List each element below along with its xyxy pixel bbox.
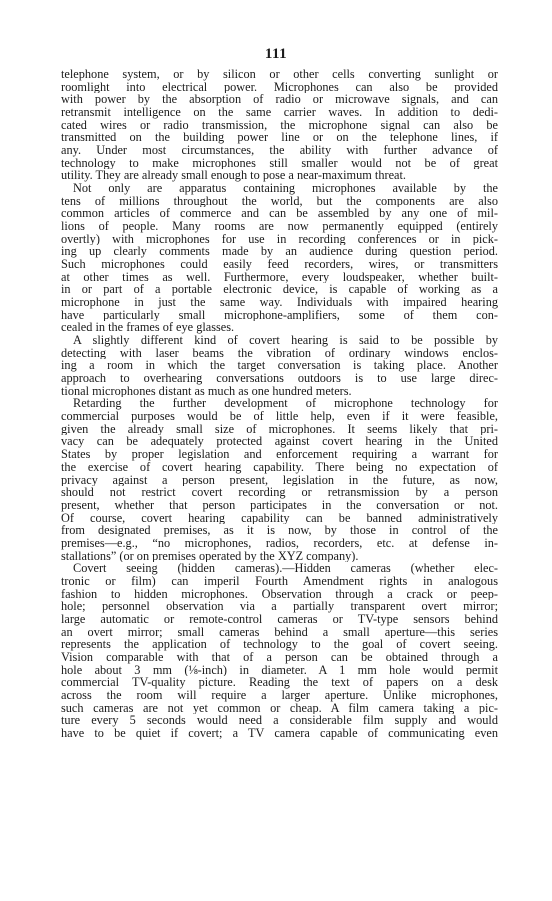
text-line: tronic or film) can imperil Fourth Amendment rights in analogous [61,574,498,588]
text-line: with power by the absorption of radio or microwave signals, and can [61,93,498,107]
text-line: Retarding the further development of microphone technology for [73,397,498,411]
text-line: telephone system, or by silicon or other cells converting sunlight or [61,68,498,81]
page-number: 111 [264,46,288,62]
text-line: tional microphones distant as much as one hundred meters. [61,384,352,398]
text-line: approach to overhearing conversations outdoors is to use large direc- [61,372,498,385]
text-line: the exercise of covert hearing capability. There being no expectation of [61,460,498,474]
text-line: any. Under most circumstances, the ability with further advance of [61,144,498,157]
text-line: vacy can be adequately protected against covert hearing in the United [61,435,498,449]
text-line: hole; personnel observation via a partially transparent overt mirror; [61,600,498,613]
text-line: overtly) with microphones for use in recording conferences or in pick- [61,232,498,246]
text-line: commercial purposes would be of little help, even if it were feasible, [61,410,498,423]
text-line: an overt mirror; small cameras behind a small aperture—this series [61,625,498,639]
text-line: hole about 3 mm (⅛-inch) in diameter. A 1 mm hole would permit [61,663,498,677]
text-line: present, whether that person participates in the conversation or not. [61,498,498,512]
text-line: ing a room in which the target conversation is taking place. Another [61,359,498,373]
text-line: microphone in just the same way. Individuals with impaired hearing [61,296,498,309]
text-line: utility. They are already small enough to pose a near-maximum threat. [61,169,406,183]
text-line: Such microphones could easily feed recorders, wires, or transmitters [61,258,498,271]
text-line: technology to make microphones still smaller would not be of great [61,156,498,170]
text-line: across the room will require a larger aperture. Unlike microphones, [61,688,498,702]
text-line: at other times as well. Furthermore, every loudspeaker, whether built- [61,270,498,284]
text-line: ture every 5 seconds would need a considerable film supply and would [61,714,498,727]
text-line: Not only are apparatus containing microphones available by the [73,182,498,195]
text-line: cated wires or radio transmission, the microphone signal can also be [61,118,498,132]
text-line: stallations” (or on premises operated by the XYZ company). [61,549,359,563]
text-line: retransmit intelligence on the same carrier waves. In addition to dedi- [61,106,498,119]
text-line: have particularly small microphone-amplifiers, some of them con- [61,308,498,322]
text-line: given the already small size of microphones. It seems likely that pri- [61,422,498,436]
text-line: ing up clearly comments made by an audience during question period. [61,245,498,259]
body-text [61,68,498,740]
text-line: roomlight into electrical power. Microphones can also be provided [61,80,498,94]
text-line: Covert seeing (hidden cameras).—Hidden cameras (whether elec- [73,562,498,575]
text-line: transmitted on the building power line or on the telephone lines, if [61,131,498,145]
text-line: fashion to hidden microphones. Observation through a crack or peep- [61,587,498,601]
text-line: such cameras are not yet common or cheap. A film camera taking a pic- [61,701,498,715]
text-line: in or part of a portable electronic device, is capable of working as a [61,283,498,297]
text-line: should not restrict covert recording or retransmission by a person [61,486,498,499]
text-line: represents the application of technology to the goal of covert seeing. [61,638,498,651]
text-line: States by proper legislation and enforcement requiring a warrant for [61,448,498,461]
text-line: tens of millions throughout the world, but the components are also [61,194,498,208]
text-line: common articles of commerce and can be assembled by any one of mil- [61,207,498,221]
text-line: cealed in the frames of eye glasses. [61,321,235,335]
text-line: Of course, covert hearing capability can be banned administratively [61,511,498,525]
text-line: detecting with laser beams the vibration of ordinary windows enclos- [61,346,498,360]
text-line: Vision comparable with that of a person can be obtained through a [61,650,498,664]
text-line: premises—e.g., “no microphones, radios, recorders, etc. at defense in- [61,536,498,550]
text-line: privacy against a person present, legislation in the future, as now, [61,473,498,487]
text-line: commercial TV-quality picture. Reading the text of papers on a desk [61,676,498,689]
text-line: large automatic or remote-control cameras or TV-type sensors behind [61,612,498,626]
text-line: have to be quiet if covert; a TV camera capable of communicating even [61,726,498,740]
text-line: A slightly different kind of covert hearing is said to be possible by [73,334,498,347]
text-line: from designated premises, as it is now, by those in control of the [61,524,498,537]
text-line: lions of people. Many rooms are now permanently equipped (entirely [61,220,498,233]
